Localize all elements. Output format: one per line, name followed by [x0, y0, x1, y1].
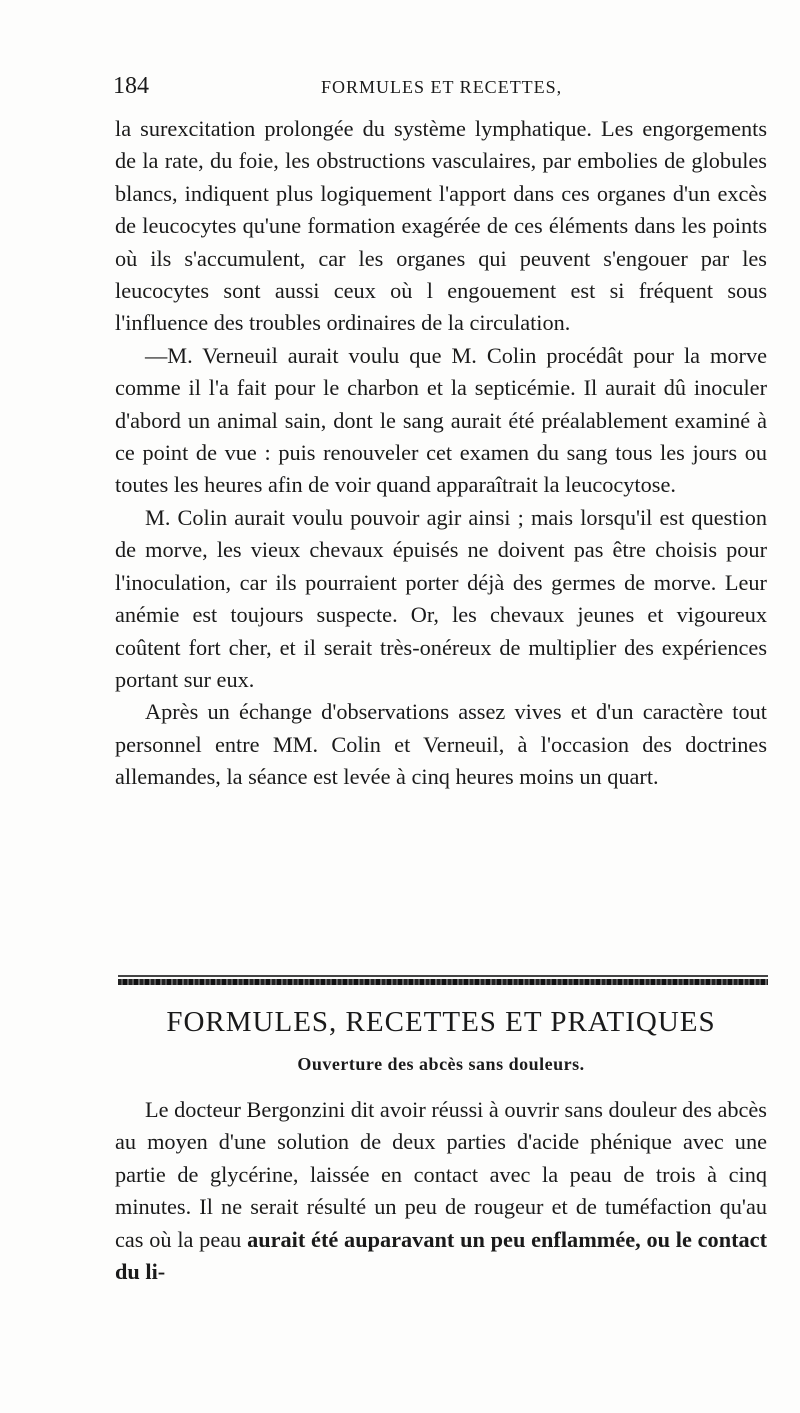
section-body [115, 1094, 767, 1288]
section-title: FORMULES, RECETTES ET PRATIQUES [166, 1006, 716, 1038]
running-head [113, 73, 713, 107]
paragraph: M. Colin aurait voulu pouvoir agir ainsi ; mais lorsqu'il est question de morve, les vieux chevaux épuisés ne doivent pas être choisis pour l'inoculation, car ils pourraient porter déjà des germes de morve. Leur anémie est toujours suspecte. Or, les chevaux jeunes et vigoureux coûtent fort cher, et il serait très-onéreux de multiplier des expériences portant sur eux. [115, 504, 767, 692]
paragraph: —M. Verneuil aurait voulu que M. Colin procédât pour la morve comme il l'a fait pour le charbon et la septicémie. Il aurait dû inoculer d'abord un animal sain, dont le sang aurait été préalablement examiné à ce point de vue : puis renouveler cet examen du sang tous les jours ou toutes les heures afin de voir quand apparaîtrait la leucocytose. [115, 342, 767, 498]
section-paragraph-text: Le docteur Bergonzini dit avoir réussi à ouvrir sans douleur des abcès au moyen d'une solution de deux parties d'acide phénique avec une partie de glycérine, laissée en contact avec la peau de trois à cinq minutes. Il ne serait résulté un peu de rougeur et de tuméfaction qu'au cas où la peau [115, 1097, 767, 1252]
page-number: 184 [113, 73, 149, 99]
paragraph: la surexcitation prolongée du système lymphatique. Les engorgements de la rate, du foie, les obstructions vasculaires, par embolies de globules blancs, indiquent plus logiquement l'apport dans ces organes d'un excès de leucocytes qu'une formation exagérée de ces éléments dans les points où ils s'accumulent, car les organes qui peuvent s'engouer par les leucocytes sont aussi ceux où l engouement est si fréquent sous l'influence des troubles ordinaires de la circulation. [115, 116, 767, 336]
paragraph: Après un échange d'observations assez vives et d'un caractère tout personnel entre MM. Colin et Verneuil, à l'occasion des doctrines allemandes, la séance est levée à cinq heures moins un quart. [115, 699, 767, 790]
section-paragraph-bold-text: aurait été auparavant un peu enflammée, ou le contact du li- [115, 1226, 768, 1285]
running-title: FORMULES ET RECETTES, [321, 77, 563, 97]
section-subtitle: Ouverture des abcès sans douleurs. [297, 1054, 585, 1074]
body-text [115, 113, 767, 794]
section-divider [118, 979, 768, 985]
section-divider-thin [118, 975, 768, 977]
section-paragraph [115, 1094, 767, 1288]
